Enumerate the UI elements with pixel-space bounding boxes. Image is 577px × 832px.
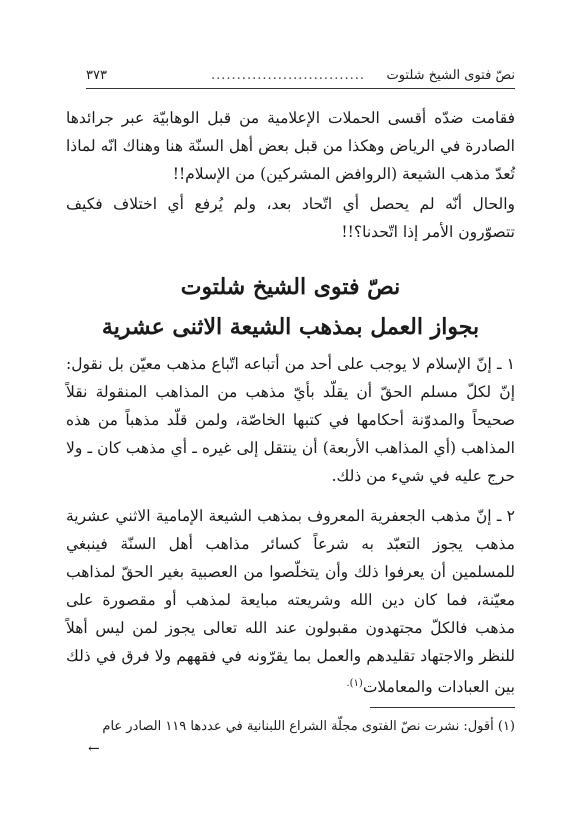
section-subtitle: بجواز العمل بمذهب الشيعة الاثنى عشرية [101, 314, 480, 340]
paragraph-1: فقامت ضدّه أقسى الحملات الإعلامية من قبل الوهابيّة عبر جرائدها الصادرة في الرياض وهكذا من قبل بعض أهل السنّة هنا وهناك انّه لماذا تُعدّ مذهب الشيعة (الروافض المشركين) من الإسلام!! [66, 109, 515, 183]
fatwa-point-1: ١ ـ إنّ الإسلام لا يوجب على أحد من أتباعه اتّباع مذهب معيّن بل نقول: إنّ لكلّ مسلم الحقّ أن يقلّد بأيّ مذهب من المذاهب المنقولة نقلاً صحيحاً والمدوّنة أحكامها في كتبها الخاصّة، ولمن قلّد مذهباً من هذه المذاهب (أي المذاهب الأربعة) أن ينتقل إلى غيره ـ أي مذهب كان ـ ولا حرج عليه في شيء من ذلك. [66, 355, 515, 485]
fatwa-point-2 [66, 502, 515, 701]
section-title: نصّ فتوى الشيخ شلتوت [180, 274, 401, 300]
footnote-separator [370, 707, 515, 708]
footnote-reference: (١). [346, 678, 363, 689]
fatwa-point-2-text: ٢ ـ إنّ مذهب الجعفرية المعروف بمذهب الشيعة الإمامية الاثني عشرية مذهب يجوز التعبّد به شرعاً كسائر مذاهب أهل السنّة فينبغي للمسلمين أن يعرفوا ذلك وأن يتخلّصوا من العصبية بغير الحقّ لمذاهب معيّنة، فما كان دين الله وشريعته مبايعة لمذهب أو مقصورة على مذهب فالكلّ مجتهدون مقبولون عند الله تعالى يجوز لمن ليس أهلاً للنظر والاجتهاد تقليدهم والعمل بما يقرّونه في فقههم ولا فرق في ذلك بين العبادات والمعاملات [66, 507, 515, 697]
running-header [86, 62, 515, 89]
footnote: (١) أقول: نشرت نصّ الفتوى مجلّة الشراع اللبنانية في عددها ١١٩ الصادر عام [102, 719, 515, 734]
header-title: نصّ فتوى الشيخ شلتوت [386, 68, 515, 83]
header-dot-leader: .............................. [211, 68, 365, 83]
page-number: ٣٧٣ [86, 68, 107, 83]
paragraph-2: والحال أنّه لم يحصل أي اتّحاد بعد، ولم يُرفع أي اختلاف فكيف تتصوّرون الأمر إذا اتّحدنا؟!! [66, 195, 515, 241]
continuation-arrow-icon: ← [88, 741, 100, 757]
